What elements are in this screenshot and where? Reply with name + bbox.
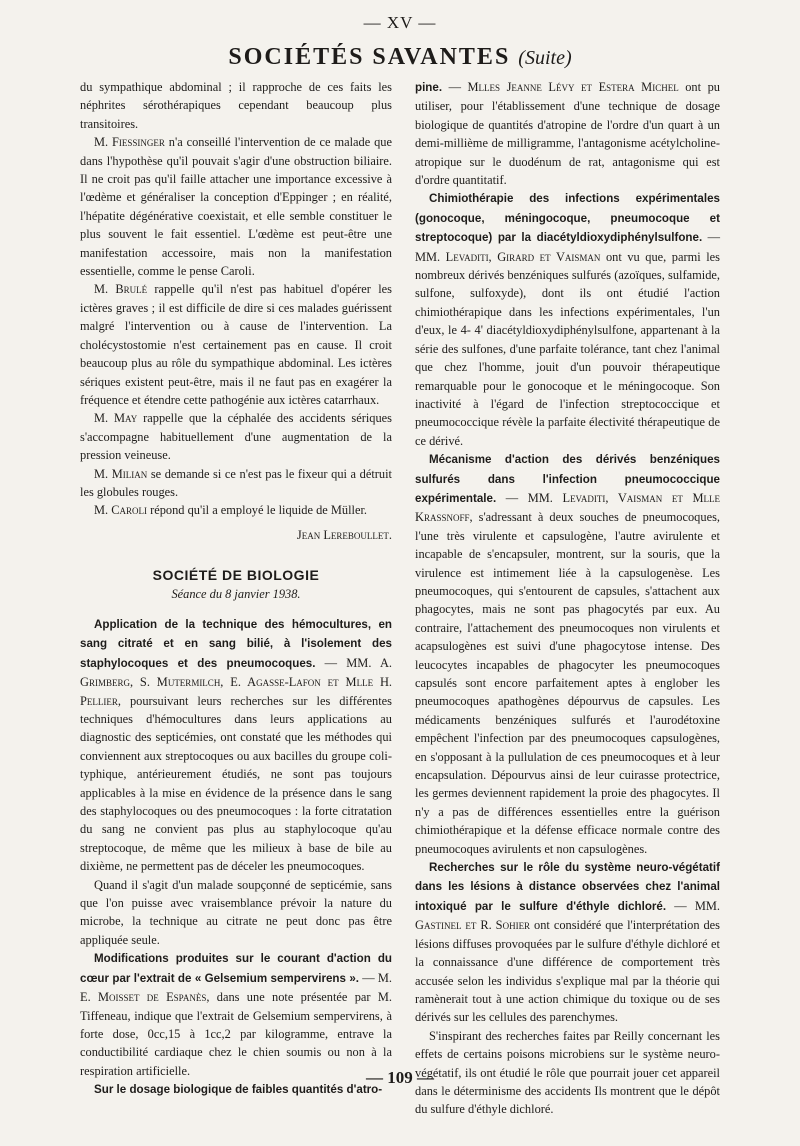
abstract-authors: — M. E. Moisset de Espanès, bbox=[80, 970, 393, 1005]
speaker-name: M. May bbox=[94, 411, 138, 426]
speaker-name: M. Caroli bbox=[94, 503, 147, 518]
abstract-authors: — MM. Levaditi, Vaisman et Mlle Krassnoff, bbox=[415, 490, 720, 525]
abstract-authors: — MM. Levaditi, Girard et Vaisman bbox=[415, 230, 720, 264]
abstract-authors: — MM. A. Grimberg, S. Mutermilch, E. Agasse-Lafon et Mlle H. Pellier, bbox=[80, 655, 392, 708]
paragraph bbox=[80, 280, 392, 409]
abstract-heading: pine. bbox=[415, 81, 443, 94]
abstract-body: ont vu que, parmi les nombreux dérivés benzéniques sulfurés (azoïques, sulfamide, sulfone, sulfoxyde), dont ils ont étudié l'action chimiothérapique dans les infections expérimentales, l'un d'eux, le 4- 4' diacétyldioxydiphénylsulfone, appartenant à la série des sulfones, d'une parfaite tolérance, tant chez l'animal que chez l'homme, jouit d'un pouvoir thérapeutique remarquable pour le gonocoque et le méningocoque. Son inactivité à l'égard de l'infection streptococcique et pneumococcique révèle la parfaite électivité thérapeutique de ce dérivé. bbox=[415, 249, 720, 448]
left-column bbox=[80, 78, 392, 1100]
paragraph-text: répond qu'il a employé le liquide de Müller. bbox=[146, 503, 368, 518]
abstract bbox=[415, 450, 720, 858]
abstract-heading: Application de la technique des hémocultures, en sang citraté et en sang bilié, à l'isolement des staphylocoques et des pneumocoques. bbox=[80, 617, 392, 670]
paragraph: du sympathique abdominal ; il rapproche de ces faits les néphrites sérothérapiques cependant beaucoup plus transitoires. bbox=[80, 80, 392, 131]
paragraph: Quand il s'agit d'un malade soupçonné de septicémie, sans que l'on puisse avec vraisemblance prévoir la nature du microbe, la technique au citrate ne peut donc pas être appliquée seule. bbox=[80, 877, 392, 947]
running-title bbox=[0, 44, 800, 71]
abstract-body: dans une note présentée par M. Tiffeneau, indique que l'extrait de Gelsemium sempervirens, à forte dose, 0cc,15 à 1cc,2 par kilogramme, entrave la conductibilité cardiaque chez le chien soumis ou non à la respiration artificielle. bbox=[80, 990, 392, 1078]
right-column bbox=[415, 78, 720, 1119]
abstract bbox=[415, 858, 720, 1027]
roman-page-number: — XV — bbox=[363, 13, 437, 32]
paragraph bbox=[80, 409, 392, 464]
title-suite: (Suite) bbox=[518, 47, 572, 69]
abstract-heading: Recherches sur le rôle du système neuro-végétatif dans les lésions à distance observées chez l'animal intoxiqué par le sulfure d'éthyle dichloré. bbox=[415, 861, 720, 913]
abstract-authors: — Mlles Jeanne Lévy et Estera Michel bbox=[442, 80, 679, 94]
abstract-heading: Sur le dosage biologique de faibles quantités d'atro- bbox=[94, 1083, 383, 1097]
paragraph-text: n'a conseillé l'intervention de ce malade que dans l'hypothèse qu'il pouvait s'agir d'une obstruction biliaire. Il ne croit pas qu'il faille attacher une importance excessive à l'œdème et généraliser la conception d'Eppinger ; en réalité, l'hépatite dégénérative coexistait, et elle semble constituer le plus souvent le fait essentiel. L'œdème est peut-être une manifestation accessoire, mais non la manifestation essentielle, comme le pense Caroli. bbox=[80, 135, 392, 279]
signature: Jean Lereboullet. bbox=[296, 527, 392, 542]
abstract-authors: — MM. Gastinel et R. Sohier bbox=[415, 898, 721, 933]
paragraph-text: se demande si ce n'est pas le fixeur qui a détruit les globules rouges. bbox=[80, 466, 392, 499]
paragraph bbox=[80, 133, 392, 280]
abstract-heading: Modifications produites sur le courant d'action du cœur par l'extrait de « Gelsemium sempervirens ». bbox=[80, 952, 392, 985]
abstract bbox=[80, 949, 392, 1080]
abstract bbox=[80, 615, 392, 876]
speaker-name: M. Milian bbox=[94, 466, 148, 481]
title-text: SOCIÉTÉS SAVANTES bbox=[228, 44, 511, 70]
session-date: Séance du 8 janvier 1938. bbox=[171, 586, 301, 601]
speaker-name: M. Fiessinger bbox=[94, 135, 165, 150]
abstract-heading: Mécanisme d'action des dérivés benzéniques sulfurés dans l'infection pneumococcique expérimentale. bbox=[415, 453, 720, 505]
abstract-body: ont considéré que l'interprétation des lésions diffuses provoquées par le sulfure d'éthyle dichloré et la connaissance d'une différence de comportement très accusée selon les individus s'explique mal par la théorie qui ramènerait tout à une action chimique du toxique ou de ses dérivés sur les cellules des parenchymes. bbox=[415, 918, 721, 1025]
abstract-heading: Chimiothérapie des infections expérimentales (gonocoque, méningocoque, pneumocoque et streptocoque) par la diacétyldioxydiphénylsulfone. bbox=[415, 192, 720, 245]
paragraph-text: rappelle que la céphalée des accidents sériques s'accompagne habituellement d'une augmentation de la pression veineuse. bbox=[80, 411, 392, 463]
abstract bbox=[415, 189, 720, 450]
abstract-body: s'adressant à deux souches de pneumocoques, l'une très virulente et capsulogène, l'autre avirulente et incapable de s'encapsuler, montrent, sur la souris, que la virulence est intimement liée à la capsulogenèse. Les pneumocoques, qui s'entourent de capsules, s'attachent aux phagocytes, mais ne sont pas phagocytés par eux. Au contraire, l'attachement des pneumocoques non virulents et acapsulogènes est suivi d'une phagocytose intense. Des leucocytes incapables de phagocyter les pneumocoques capsulés sont encore parfaitement aptes à englober les pneumocoques apathogènes dépourvus de capsules. Les médicaments benzéniques sulfurés et l'aurodétoxine empêchent l'infection par des pneumocoques capsulogènes, en s'opposant à la pullulation de ces pneumocoques et à leur encapsulation. Dépourvus ainsi de leur cuirasse protectrice, les germes deviennent rapidement la proie des phagocytes. Il n'y a pas de différences essentielles entre la guérison chimiothérapique et la défense efficace normale contre des pneumocoques avirulents et non capsulogènes. bbox=[415, 510, 720, 856]
page-number: — 109 — bbox=[366, 1068, 434, 1087]
paragraph bbox=[80, 465, 392, 502]
abstract bbox=[415, 78, 720, 189]
paragraph: S'inspirant des recherches faites par Reilly concernant les effets de certains poisons microbiens sur le système neuro-végétatif, ils ont étudié le rôle que pourrait jouer cet appareil dans le déterminisme des accidents Ils montrent que le dépôt du sulfure d'éthyle dichloré. bbox=[415, 1028, 720, 1117]
abstract-body: ont pu utiliser, pour l'établissement d'une technique de dosage biologique de quantités d'atropine de l'ordre d'un quart à un demi-millième de milligramme, l'antagonisme acétylcholine-atropique sur le duodénum de rat, antagonisme qui est d'ordre quantitatif. bbox=[415, 80, 720, 188]
paragraph-text: rappelle qu'il n'est pas habituel d'opérer les ictères graves ; il est difficile de dire si ces malades guérissent malgré l'intervention ou à cause de l'intervention. La cholécystostomie n'est certainement pas en cause. Il croit beaucoup plus au rôle du sympathique abdominal. Les ictères sériques existent peut-être, mais il ne faut pas en exagérer la fréquence et étendre cette pathogénie aux ictères catarrhaux. bbox=[80, 282, 392, 407]
paragraph bbox=[80, 501, 392, 519]
abstract-body: poursuivant leurs recherches sur les différentes techniques d'hémocultures dans leurs applications au diagnostic des septicémies, ont constaté que les méthodes qui conviennent aux streptocoques ou aux bacilles du groupe coli-typhique, antérieurement étudiés, ne sont pas toujours applicables à la mise en évidence de la présence dans le sang des staphylocoques ou des pneumocoques : la forte citratation du sang ne convient pas plus au staphylocoque qu'au streptocoque, de même que les milieux à base de bile au dixième, ne permettent pas de déceler les pneumocoques. bbox=[80, 693, 392, 874]
speaker-name: M. Brulé bbox=[94, 282, 148, 297]
section-heading: SOCIÉTÉ DE BIOLOGIE bbox=[152, 567, 320, 584]
